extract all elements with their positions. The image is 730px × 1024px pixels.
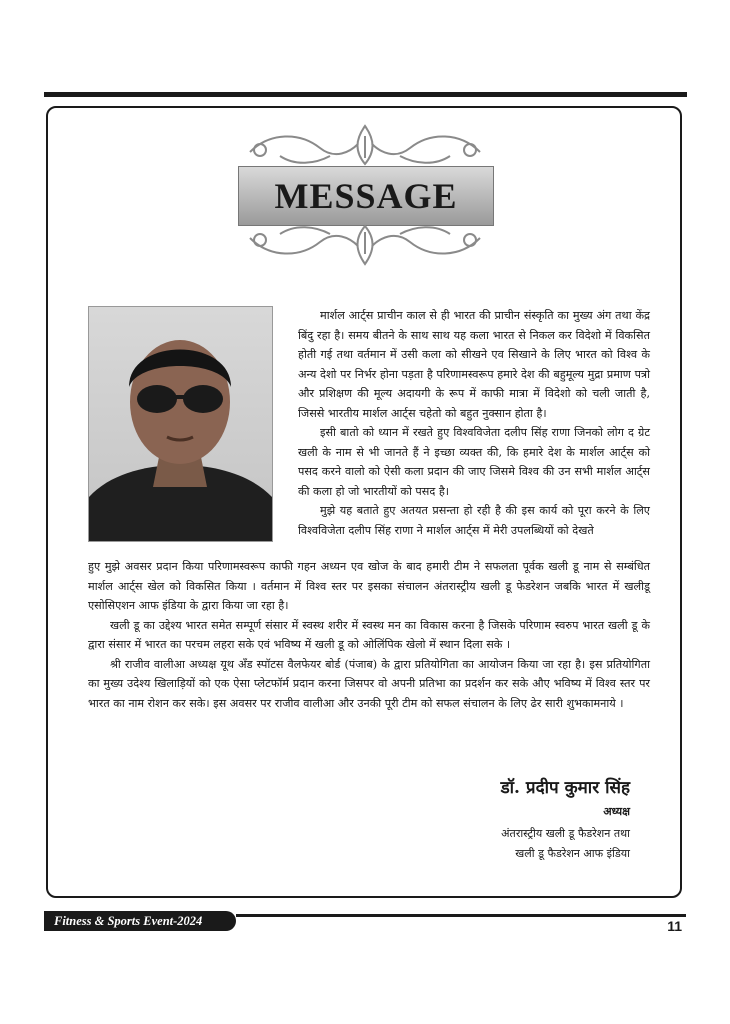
paragraph-1: मार्शल आर्ट्स प्राचीन काल से ही भारत की प्राचीन संस्कृति का मुख्य अंग तथा केंद्र बिंदु रहा है। समय बीतने के साथ साथ यह कला भारत से निकल कर विदेशो में विकसित होती गई तथा वर्तमान में उसी कला को सीखने एव सिखाने के लिए भारत को विश्व के अन्य देशो पर निर्भर होना पड़ता है परिणामस्वरूप हमारे देश की बहुमूल्य मुद्रा प्रमाण पत्रो और प्रशिक्षण की मूल्य अदायगी के रूप में काफी मात्रा में विदेशो को चली जाती है, जिससे भारतीय मार्शल आर्ट्स चहेतो को बहुत नुक्सान होता है।	[298, 309, 650, 420]
bottom-ornament-icon	[240, 220, 490, 268]
paragraph-3-start: मुझे यह बताते हुए अतयत प्रसन्ता हो रही है की इस कार्य को पूरा करने के लिए विश्वविजेता दलीप सिंह राणा ने मार्शल आर्ट्स में मेरी उपलब्धियों को देखते	[298, 504, 650, 537]
paragraph-2: इसी बातो को ध्यान में रखते हुए विश्वविजेता दलीप सिंह राणा जिनको लोग द ग्रेट खली के नाम से भी जानते हैं ने इच्छा व्यक्त की, कि हमारे देश के मार्शल आर्ट्स को पसद करने वालो को ऐसी कला प्रदान की जाए जिसमे विश्व की उन सभी मार्शल आर्ट्स की कला हो जो भारतीयों को पसद है।	[298, 426, 650, 498]
signatory-role: अध्यक्ष	[603, 805, 630, 818]
paragraph-4: खली डू का उद्देश्य भारत समेत सम्पूर्ण संसार में स्वस्थ शरीर में स्वस्थ मन का विकास करना है जिसके परिणाम स्वरुप भारत खली डू के द्वारा संसार में भारत का परचम लहरा सके एवं भविष्य में खली डू को ओलिंपिक खेलो में स्थान दिला सके ।	[88, 618, 650, 651]
portrait-photo	[88, 306, 273, 542]
message-body-full	[88, 557, 650, 713]
footer-event-tab	[44, 911, 236, 931]
portrait-image	[89, 307, 272, 541]
signature-block	[501, 775, 630, 864]
top-rule	[44, 92, 687, 97]
message-banner	[238, 166, 494, 226]
signatory-name: डॉ. प्रदीप कुमार सिंह	[500, 778, 630, 798]
footer-event-label: Fitness & Sports Event-2024	[54, 913, 203, 928]
footer-rule	[236, 914, 686, 917]
page-title: MESSAGE	[274, 176, 458, 216]
paragraph-3-continued: हुए मुझे अवसर प्रदान किया परिणामस्वरूप काफी गहन अध्यन एव खोज के बाद हमारी टीम ने सफलता पूर्वक खली डू नाम से सम्बंधित मार्शल आर्ट्स खेल को विकसित किया । वर्तमान में विश्व स्तर पर इसका संचालन अंतरास्ट्रीय खली डू फेडरेशन जबकि भारत में खलीडू एसोसिएशन आफ इंडिया के द्वारा किया जा रहा है।	[88, 560, 650, 612]
message-body-side	[298, 306, 650, 540]
signatory-org-line-2: खली डू फैडरेशन आफ इंडिया	[515, 847, 630, 860]
signatory-org-line-1: अंतरास्ट्रीय खली डू फैडरेशन तथा	[501, 827, 630, 840]
top-ornament-icon	[240, 122, 490, 170]
page-number: 11	[667, 918, 682, 934]
paragraph-5: श्री राजीव वालीआ अध्यक्ष यूथ अँड स्पॉटस वैलफेयर बोर्ड (पंजाब) के द्वारा प्रतियोगिता का आयोजन किया जा रहा है। इस प्रतियोगिता का मुख्य उदेश्य खिलाड़ियों को एक ऐसा प्लेटफॉर्म प्रदान करना जिसपर वो अपनी प्रतिभा का प्रदर्शन कर सके औए भविष्य में विश्व स्तर पर भारत का नाम रोशन कर सके। इस अवसर पर राजीव वालीआ और उनकी पूरी टीम को सफल संचालन के लिए ढेर सारी शुभकामनाये ।	[88, 657, 650, 710]
